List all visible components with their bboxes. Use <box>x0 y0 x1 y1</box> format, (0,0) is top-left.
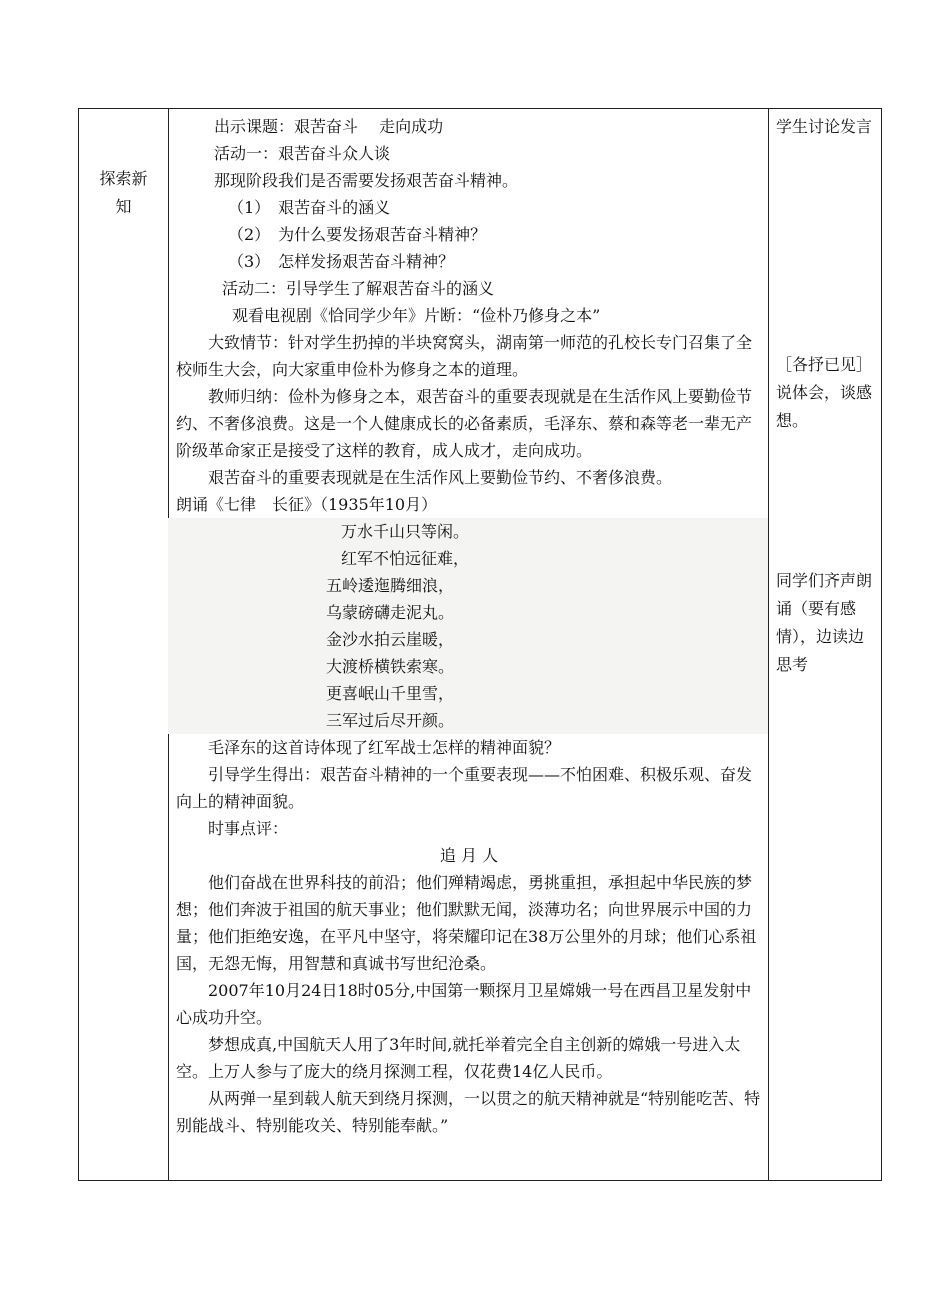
section-label-text: 探索新 知 <box>99 169 148 216</box>
activity-note <box>776 567 876 679</box>
poem-block <box>168 518 768 734</box>
activity-note-text: 学生讨论发言 <box>776 117 873 136</box>
lesson-line: 那现阶段我们是否需要发扬艰苦奋斗精神。 <box>214 171 519 190</box>
lesson-line: 出示课题：艰苦奋斗 走向成功 <box>214 117 444 136</box>
news-label: 时事点评： <box>208 819 289 838</box>
poem-line: 万水千山只等闲。 <box>341 522 470 541</box>
lesson-line: 观看电视剧《恰同学少年》片断：“俭朴乃修身之本” <box>232 306 601 325</box>
poem-line: 更喜岷山千里雪， <box>326 684 455 703</box>
lesson-line: （1） 艰苦奋斗的涵义 <box>228 198 391 217</box>
section-label <box>79 165 168 221</box>
lesson-table <box>78 108 882 1181</box>
column-divider <box>768 109 769 1180</box>
news-paragraph: 梦想成真,中国航天人用了3年时间,就托举着完全自主创新的嫦娥一号进入太空。上万人参与了庞大的绕月探测工程，仅花费14亿人民币。 <box>176 1035 741 1081</box>
activity-note <box>776 351 876 435</box>
question: 毛泽东的这首诗体现了红军战士怎样的精神面貌？ <box>208 738 561 757</box>
activity-note-text: ［各抒已见］说体会，谈感想。 <box>776 355 873 430</box>
lesson-line: （2） 为什么要发扬艰苦奋斗精神？ <box>228 225 487 244</box>
poem-line: 乌蒙磅礴走泥丸。 <box>326 603 455 622</box>
poem-line: 五岭逶迤腾细浪， <box>326 576 455 595</box>
lesson-content <box>176 113 762 1139</box>
news-paragraph: 2007年10月24日18时05分,中国第一颗探月卫星嫦娥一号在西昌卫星发射中心成功升空。 <box>176 981 752 1027</box>
guide-paragraph: 引导学生得出：艰苦奋斗精神的一个重要表现——不怕困难、积极乐观、奋发向上的精神面貌。 <box>176 765 753 811</box>
lesson-line: 活动二：引导学生了解艰苦奋斗的涵义 <box>222 279 495 298</box>
news-paragraph: 从两弹一星到载人航天到绕月探测，一以贯之的航天精神就是“特别能吃苦、特别能战斗、特别能攻关、特别能奉献。” <box>176 1089 761 1135</box>
recite-title: 朗诵《七律 长征》（1935年10月） <box>176 495 438 514</box>
poem-line: 金沙水拍云崖暖， <box>326 630 455 649</box>
teacher-summary: 教师归纳：俭朴为修身之本，艰苦奋斗的重要表现就是在生活作风上要勤俭节约、不奢侈浪费。这是一个人健康成长的必备素质，毛泽东、蔡和森等老一辈无产阶级革命家正是接受了这样的教育，成人成才，走向成功。 <box>176 387 753 460</box>
plot-paragraph: 大致情节：针对学生扔掉的半块窝窝头，湖南第一师范的孔校长专门召集了全校师生大会，向大家重申俭朴为修身之本的道理。 <box>176 333 753 379</box>
poem-line: 大渡桥横铁索寒。 <box>326 657 455 676</box>
activity-note <box>776 113 876 141</box>
lesson-line: 活动一：艰苦奋斗众人谈 <box>214 144 391 163</box>
news-title: 追 月 人 <box>439 846 499 865</box>
poem-line: 红军不怕远征难， <box>341 549 470 568</box>
activity-note-text: 同学们齐声朗诵（要有感情），边读边思考 <box>776 571 873 674</box>
lesson-line: （3） 怎样发扬艰苦奋斗精神？ <box>228 252 455 271</box>
news-paragraph: 他们奋战在世界科技的前沿；他们殚精竭虑，勇挑重担，承担起中华民族的梦想；他们奔波于祖国的航天事业；他们默默无闻，淡薄功名；向世界展示中国的力量；他们拒绝安逸，在平凡中坚守，将荣耀印记在38万公里外的月球；他们心系祖国，无怨无悔，用智慧和真诚书写世纪沧桑。 <box>176 873 757 973</box>
poem-line: 三军过后尽开颜。 <box>326 711 455 730</box>
key-point: 艰苦奋斗的重要表现就是在生活作风上要勤俭节约、不奢侈浪费。 <box>208 468 673 487</box>
